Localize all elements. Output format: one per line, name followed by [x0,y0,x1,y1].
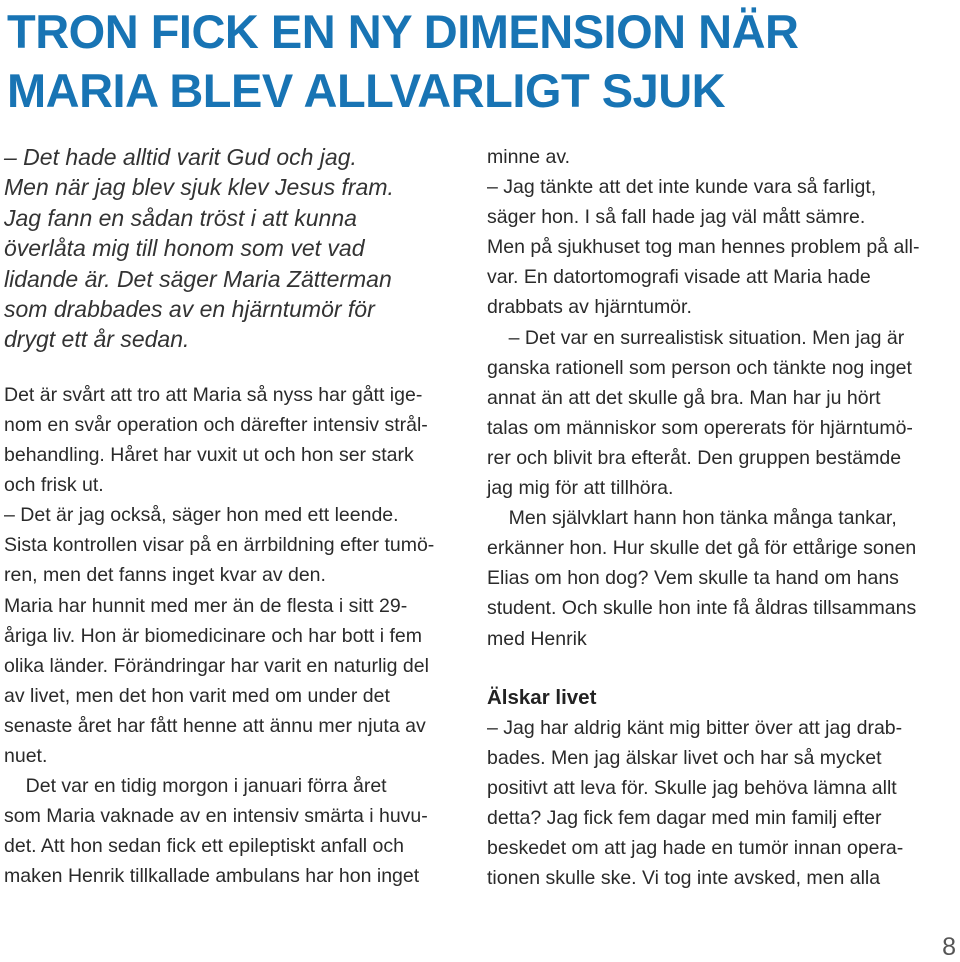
body-line: – Jag har aldrig känt mig bitter över att jag drab- [487,716,903,739]
intro-line: lidande är. Det säger Maria Zätterman [4,265,392,292]
body-line: var. En datortomografi visade att Maria hade [487,266,871,289]
body-line: Maria har hunnit med mer än de flesta i sitt 29- [4,594,408,617]
body-line: och frisk ut. [4,474,104,497]
body-line: talas om människor som opererats för hjärntumö- [487,416,913,439]
body-line: som Maria vaknade av en intensiv smärta i huvu- [4,805,428,828]
body-text-left [4,380,462,892]
body-line: Men självklart hann hon tänka många tankar, [487,507,897,530]
intro-line: drygt ett år sedan. [4,326,190,353]
intro-line: Men när jag blev sjuk klev Jesus fram. [4,174,394,201]
body-line: drabbats av hjärntumör. [487,296,692,319]
intro-line: Jag fann en sådan tröst i att kunna [4,204,357,231]
body-line: behandling. Håret har vuxit ut och hon ser stark [4,444,414,467]
body-line: student. Och skulle hon inte få åldras tillsammans [487,597,917,620]
page-number: 8 [942,933,956,961]
body-line: med Henrik [487,627,587,650]
body-line: – Det är jag också, säger hon med ett leende. [4,504,399,527]
body-line: positivt att leva för. Skulle jag behöva lämna allt [487,776,897,799]
body-line: jag mig för att tillhöra. [487,477,674,500]
intro-quote [4,142,462,355]
body-line: – Jag tänkte att det inte kunde vara så farligt, [487,176,877,199]
body-line: senaste året har fått henne att ännu mer njuta av [4,714,426,737]
body-line: rer och blivit bra efteråt. Den gruppen bestämde [487,446,902,469]
headline-line-1: TRON FICK EN NY DIMENSION NÄR [7,5,799,58]
right-column [487,142,947,893]
body-line: det. Att hon sedan fick ett epileptiskt anfall och [4,835,404,858]
body-line: maken Henrik tillkallade ambulans har hon inget [4,865,420,888]
body-line: tionen skulle ske. Vi tog inte avsked, men alla [487,867,881,890]
section-subheading: Älskar livet [487,685,597,709]
body-line: Elias om hon dog? Vem skulle ta hand om hans [487,567,899,590]
article-headline [7,2,947,120]
body-line: nom en svår operation och därefter intensiv strål- [4,413,428,436]
body-line: Det var en tidig morgon i januari förra året [4,775,387,798]
body-line: bades. Men jag älskar livet och har så mycket [487,746,882,769]
body-line: annat än att det skulle gå bra. Man har ju hört [487,386,881,409]
body-line: Men på sjukhuset tog man hennes problem på all- [487,236,920,259]
intro-line: överlåta mig till honom som vet vad [4,235,365,262]
body-line: Det är svårt att tro att Maria så nyss har gått ige- [4,383,423,406]
intro-line: – Det hade alltid varit Gud och jag. [4,144,357,170]
body-line: ren, men det fanns inget kvar av den. [4,564,326,587]
body-line: erkänner hon. Hur skulle det gå för ettårige sonen [487,537,917,560]
body-line: Sista kontrollen visar på en ärrbildning efter tumö- [4,534,435,557]
body-line: nuet. [4,744,48,767]
body-line: – Det var en surrealistisk situation. Men jag är [487,326,905,349]
intro-line: som drabbades av en hjärntumör för [4,296,375,323]
body-line: olika länder. Förändringar har varit en naturlig del [4,654,429,677]
body-text-right [487,142,947,654]
left-column [4,142,462,891]
body-text-right-section-2 [487,713,947,894]
body-line: ganska rationell som person och tänkte nog inget [487,356,912,379]
body-line: minne av. [487,146,571,168]
body-line: av livet, men det hon varit med om under det [4,684,390,707]
body-line: säger hon. I så fall hade jag väl mått sämre. [487,206,866,229]
body-line: detta? Jag fick fem dagar med min familj efter [487,806,882,829]
headline-line-2: MARIA BLEV ALLVARLIGT SJUK [7,64,726,117]
body-line: åriga liv. Hon är biomedicinare och har bott i fem [4,624,423,647]
body-line: beskedet om att jag hade en tumör innan opera- [487,836,904,859]
